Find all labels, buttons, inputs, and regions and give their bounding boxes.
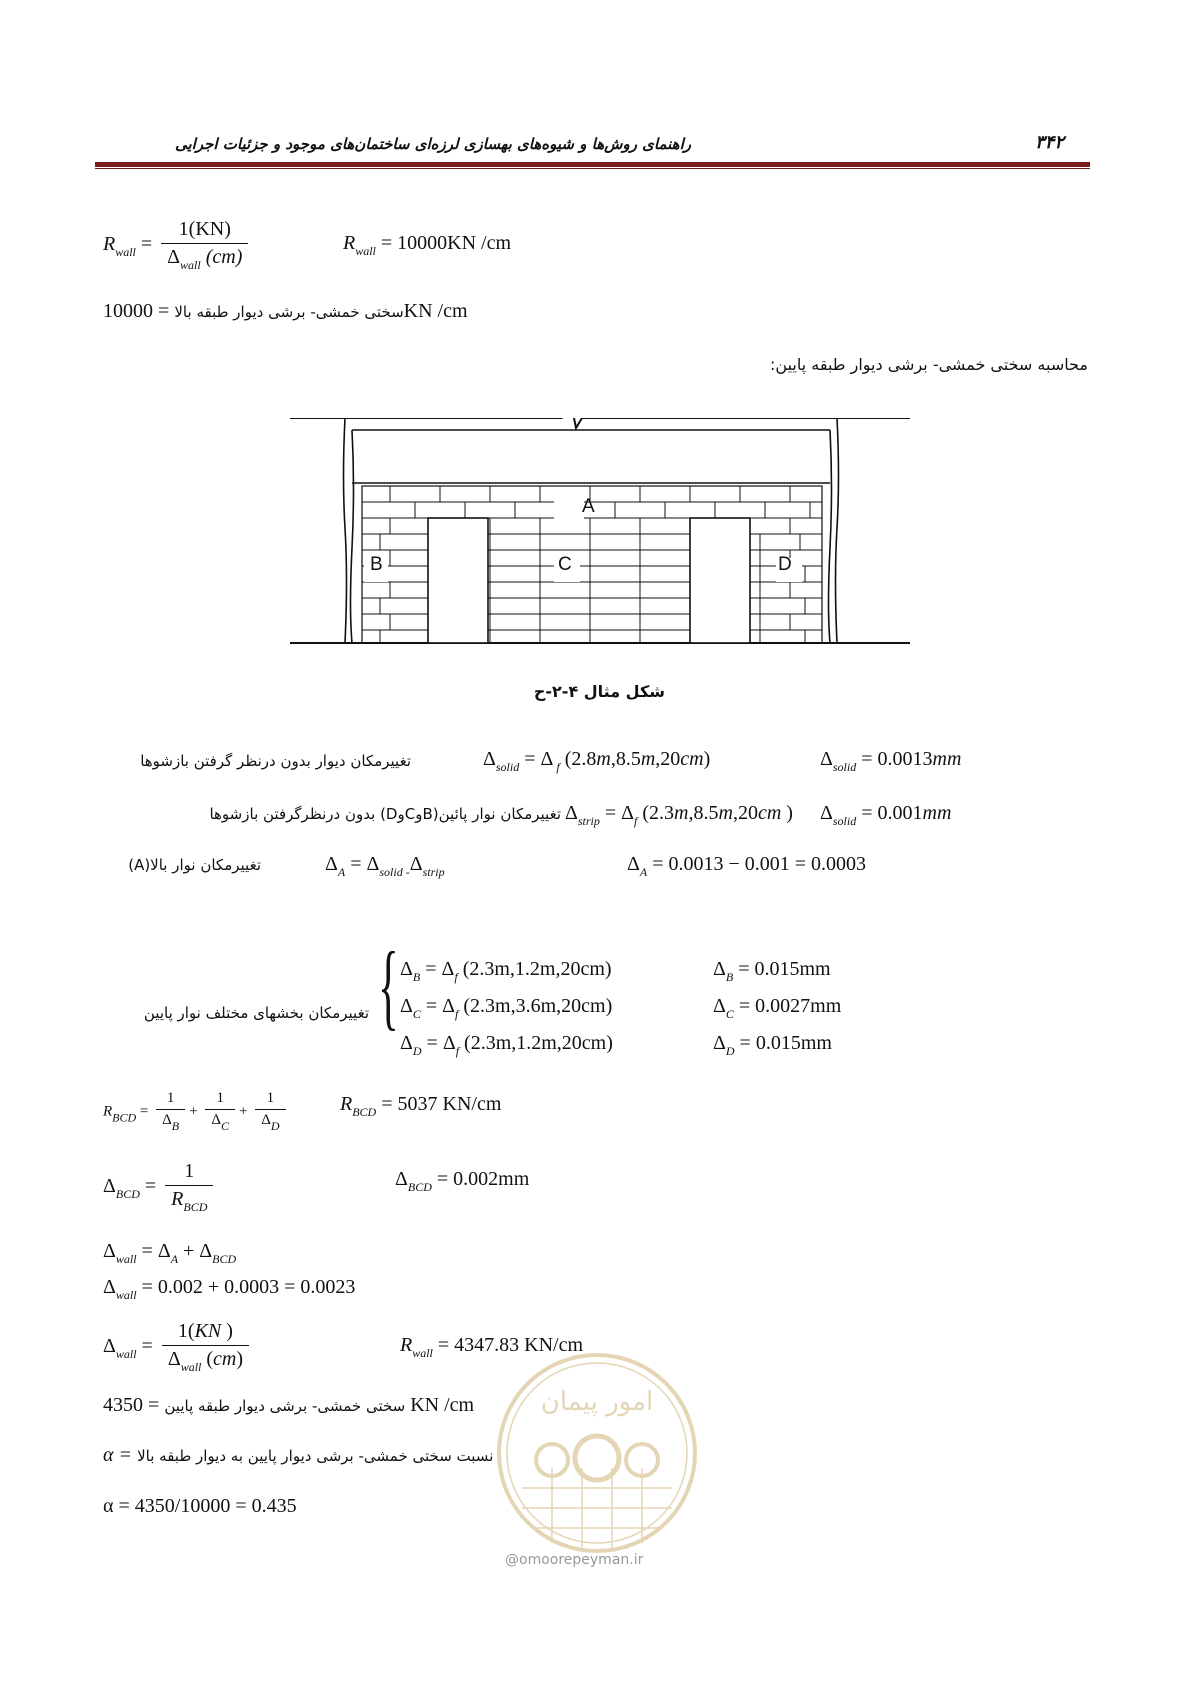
ratio-line: α = نسبت سختی خمشی- برشی دیوار پایین به دیوار طبقه بالا [103,1444,494,1466]
running-header-title: راهنمای روش‌ها و شیوه‌های بهسازی لرزه‌ای ساختمان‌های موجود و جزئیات اجرایی [174,135,691,153]
eq-rwall-upper-result: $R_{wall} = 10000KN$ /cm [343,232,512,258]
solid-result: $\Delta_{solid} = 0.0013mm$ [820,748,962,774]
solid-description: تغییرمکان دیوار بدون درنظر گرفتن بازشوها [140,752,411,770]
at-icon: @ [505,1552,519,1568]
pier-b-formula: $\Delta_B = \Delta_f$ (2.3m,1.2m,20cm) [400,958,612,984]
eq-dwall-sum: $\Delta_{wall} = \Delta_A + \Delta_{BCD}$ [103,1240,237,1266]
eq-dwall-value: $\Delta_{wall} = 0.002 + 0.0003 = 0.0023$ [103,1276,356,1302]
page-number: ۳۴۲ [1035,132,1065,153]
strip-formula: $\Delta_{strip} = \Delta_f$ (2.3m,8.5m,20cm ) [565,802,793,828]
a-formula: $\Delta_A = \Delta_{solid -}\Delta_{strip}$ [325,853,445,879]
pier-d-formula: $\Delta_D = \Delta_f$ (2.3m,1.2m,20cm) [400,1032,613,1058]
header-rule-thin [95,168,1090,169]
piers-brace: { [378,932,399,1039]
eq-rwall-lower: $\Delta_{wall}$ = $\frac{1(KN )}{\Delta_{wall} (cm)}$ [103,1320,253,1375]
lower-wall-heading: محاسبه سختی خمشی- برشی دیوار طبقه پایین: [770,355,1088,374]
strip-result: $\Delta_{solid} = 0.001mm$ [820,802,952,828]
figure-caption: شکل مثال ۴-۲-ح [533,682,665,701]
eq-rwall-upper: $R_{wall}$ = $\frac{1(KN)}{\Delta_{wall} (cm)}$ [103,218,252,273]
wall-figure [290,418,910,658]
strip-description: تغییرمکان نوار پائین(BوCوD) بدون درنظرگرفتن بازشوها [209,805,561,823]
watermark-logo [492,1348,702,1558]
piers-description: تغییرمکان بخشهای مختلف نوار پایین [143,1004,369,1022]
figure-label-d: D [778,554,792,575]
upper-stiffness-line: سختی خمشی- برشی دیوار طبقه بالا = 10000KN /cm [103,300,468,322]
alpha-result: α = 4350/10000 = 0.435 [103,1495,297,1517]
eq-dbcd: $\Delta_{BCD}$ = $\frac{1}{R_{BCD}}$ [103,1160,217,1215]
a-result: $\Delta_A = 0.0013 - 0.001 = 0.0003$ [627,853,867,879]
lower-stiffness-line: سختی خمشی- برشی دیوار طبقه پایین = 4350 KN /cm [103,1394,475,1416]
header-rule [95,162,1090,167]
solid-formula: $\Delta_{solid} = \Delta$ $_f$ (2.8m,8.5m,20cm) [483,748,711,774]
watermark-site: @omoorepeyman.ir [505,1552,644,1568]
pier-d-result: $\Delta_D = 0.015mm$ [713,1032,832,1058]
eq-dbcd-result: $\Delta_{BCD} = 0.002mm$ [395,1168,530,1194]
a-description: تغییرمکان نوار بالا(A) [128,856,261,874]
eq-rwall-lower-result: $R_{wall} = 4347.83$ KN/cm [400,1334,584,1360]
eq-rbcd-result: $R_{BCD} = 5037$ KN/cm [340,1093,502,1119]
figure-label-c: C [558,554,572,575]
pier-c-result: $\Delta_C = 0.0027mm$ [713,995,842,1021]
figure-label-b: B [370,554,383,575]
pier-c-formula: $\Delta_C = \Delta_f$ (2.3m,3.6m,20cm) [400,995,613,1021]
figure-label-a: A [582,496,595,517]
pier-b-result: $\Delta_B = 0.015mm$ [713,958,831,984]
svg-text:امور پیمان: امور پیمان [540,1387,654,1417]
eq-rbcd: $R_{BCD}$ = $\frac{1}{\Delta_B}$ + $\frac{1}{\Delta_C}$ + $\frac{1}{\Delta_D}$ [103,1090,290,1134]
